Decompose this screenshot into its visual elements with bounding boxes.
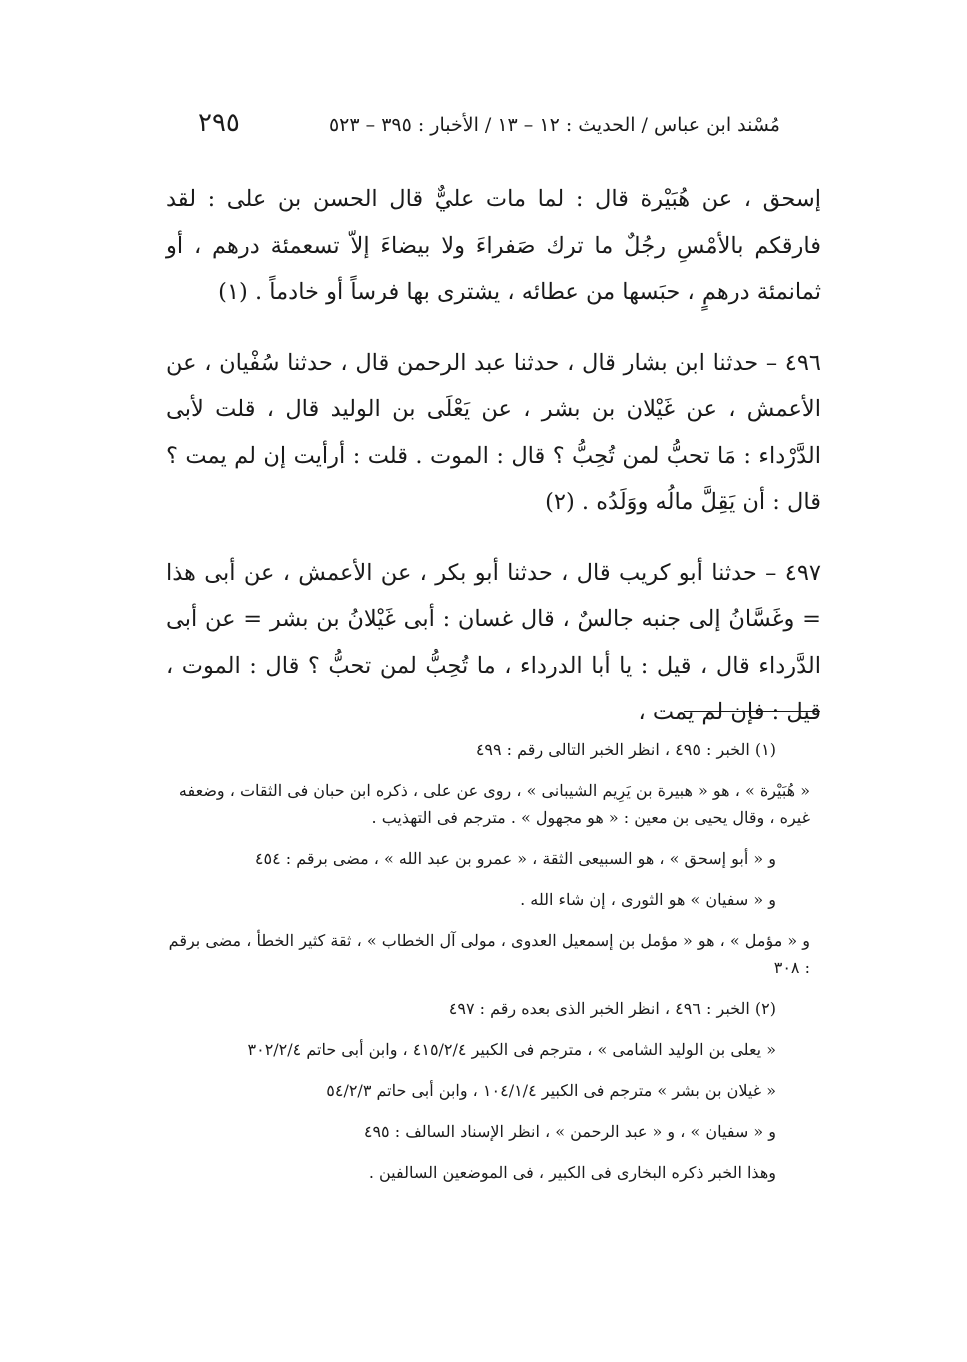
footnote-entry: و « سفيان » هو الثورى ، إن شاء الله .: [520, 890, 776, 909]
footnote-entry: وهذا الخبر ذكره البخارى فى الكبير ، فى الموضعين السالفين .: [368, 1163, 776, 1182]
footnote-entry: و « مؤمل » ، هو « مؤمل بن إسمعيل العدوى ، مولى آل الخطاب » ، ثقة كثير الخطأ ، مضى برقم : ٣٠٨: [168, 931, 810, 977]
footnote-entry: (١) الخبر : ٤٩٥ ، انظر الخبر التالى رقم : ٤٩٩: [475, 740, 776, 759]
running-head: مُسْند ابن عباس / الحديث : ١٢ – ١٣ / الأخبار : ٣٩٥ – ٥٢٣: [328, 114, 780, 136]
page-number: ٢٩٥: [198, 108, 240, 138]
footnotes: [160, 736, 810, 1200]
footnote-entry: (٢) الخبر : ٤٩٦ ، انظر الخبر الذى بعده رقم : ٤٩٧: [448, 999, 776, 1018]
body-paragraph: ٤٩٦ – حدثنا ابن بشار قال ، حدثنا عبد الرحمن قال ، حدثنا سُفْيان ، عن الأعمش ، عن غَيْلان بن بشر ، عن يَعْلَى بن الوليد قال ، قلت لأبى الدَّرْداء : مَا تحبُّ لمن تُحِبُّ ؟ قال : الموت . قلت : أرأيت إن لم يمت ؟ قال : أن يَقِلَّ مالُه ووَلَدُه . (٢): [166, 349, 821, 515]
body-paragraph: ٤٩٧ – حدثنا أبو كريب قال ، حدثنا أبو بكر ، عن الأعمش ، عن أبى هذا = وغَسَّانُ إلى جنبه جالسٌ ، قال غسان : أبى غَيْلانُ بن بشر = عن أبى الدَّرداء قال ، قيل : يا أبا الدرداء ، ما تُحِبُّ لمن تحبُّ ؟ قال : الموت ، قيل : فإن لم يمت ،: [166, 559, 821, 725]
footnote-entry: « غيلان بن بشر » مترجم فى الكبير ١٠٤/١/٤ ، وابن أبى حاتم ٥٤/٢/٣: [326, 1081, 776, 1100]
footnote-entry: و « أبو إسحق » ، هو السبيعى الثقة ، « عمرو بن عبد الله » ، مضى برقم : ٤٥٤: [254, 849, 776, 868]
footnote-entry: و « سفيان » ، و « عبد الرحمن » ، انظر الإسناد السالف : ٤٩٥: [363, 1122, 776, 1141]
body-paragraph: إسحق ، عن هُبَيْرة قال : لما مات عليٌّ قال الحسن بن على : لقد فارقكم بالأمْسِ رجُلٌ ما ترك صَفراءَ ولا بيضاءَ إلاّ تسعمئة درهم ، أو ثمانمئة درهمٍ ، حبَسها من عطائه ، يشترى بها فرساً أو خادماً . (١): [166, 186, 821, 305]
main-text: [166, 176, 821, 760]
footnote-separator: [684, 711, 820, 712]
footnote-entry: « هُبَيْرة » ، هو « هبيرة بن يَرِيم الشيبانى » ، روى عن على ، ذكره ابن حبان فى الثقات ، وضعفه غيره ، وقال يحيى بن معين : « هو مجهول » . مترجم فى التهذيب .: [178, 781, 810, 827]
page-header: [180, 108, 780, 144]
footnote-entry: « يعلى بن الوليد الشامى » ، مترجم فى الكبير ٤١٥/٢/٤ ، وابن أبى حاتم ٣٠٢/٢/٤: [247, 1040, 776, 1059]
